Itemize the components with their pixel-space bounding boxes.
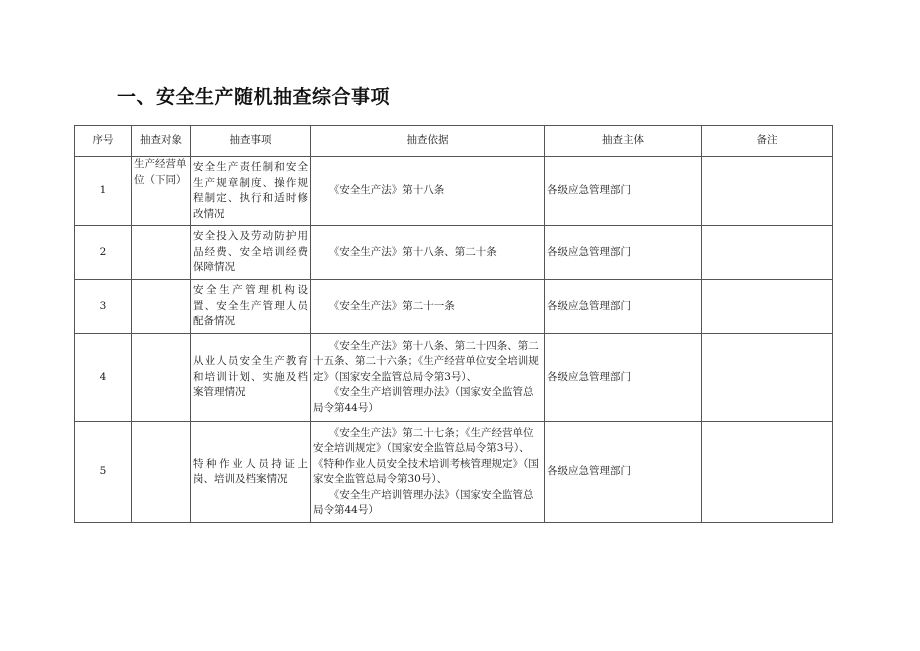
basis-text: 《安全生产培训管理办法》（国家安全监管总局令第44号） (313, 488, 534, 516)
header-remarks: 备注 (702, 126, 833, 157)
header-serial-number: 序号 (75, 126, 132, 157)
cell-inspection-target (132, 422, 191, 523)
cell-inspection-subject: 各级应急管理部门 (545, 280, 702, 334)
cell-inspection-target (132, 334, 191, 422)
cell-inspection-item: 从业人员安全生产教育和培训计划、实施及档案管理情况 (191, 334, 311, 422)
cell-inspection-basis (311, 422, 545, 523)
table-row (75, 422, 833, 523)
table-row (75, 280, 833, 334)
basis-text: 《安全生产法》第十八条、第二十条 (328, 245, 497, 258)
cell-inspection-subject: 各级应急管理部门 (545, 422, 702, 523)
table-row (75, 334, 833, 422)
cell-serial-number: 2 (75, 226, 132, 280)
cell-remarks (702, 157, 833, 226)
table-header-row (75, 126, 833, 157)
cell-inspection-subject: 各级应急管理部门 (545, 226, 702, 280)
cell-inspection-basis (311, 334, 545, 422)
cell-serial-number: 4 (75, 334, 132, 422)
basis-text: 《安全生产法》第十八条 (328, 184, 445, 197)
cell-inspection-item: 特种作业人员持证上岗、培训及档案情况 (191, 422, 311, 523)
cell-inspection-target (132, 280, 191, 334)
table-row (75, 226, 833, 280)
basis-text: 《安全生产法》第二十一条 (328, 299, 455, 312)
header-inspection-item: 抽查事项 (191, 126, 311, 157)
header-inspection-target: 抽查对象 (132, 126, 191, 157)
table-row (75, 157, 833, 226)
cell-serial-number: 5 (75, 422, 132, 523)
cell-serial-number: 3 (75, 280, 132, 334)
basis-text: 《安全生产法》第二十七条；《生产经营单位安全培训规定》（国家安全监管总局令第3号）、《特种作业人员安全技术培训考核管理规定》（国家安全监管总局令第30号）、 (313, 426, 539, 485)
cell-remarks (702, 334, 833, 422)
basis-text: 《安全生产培训管理办法》（国家安全监管总局令第44号） (313, 386, 534, 414)
cell-inspection-item: 安全生产管理机构设置、安全生产管理人员配备情况 (191, 280, 311, 334)
cell-inspection-target: 生产经营单位（下同） (132, 157, 191, 226)
header-inspection-basis: 抽查依据 (311, 126, 545, 157)
cell-inspection-target (132, 226, 191, 280)
inspection-items-table (74, 125, 833, 523)
cell-remarks (702, 422, 833, 523)
cell-remarks (702, 226, 833, 280)
cell-inspection-item: 安全投入及劳动防护用品经费、安全培训经费保障情况 (191, 226, 311, 280)
cell-serial-number: 1 (75, 157, 132, 226)
cell-inspection-subject: 各级应急管理部门 (545, 157, 702, 226)
cell-inspection-basis (311, 157, 545, 226)
cell-inspection-basis (311, 280, 545, 334)
page-title: 一、安全生产随机抽查综合事项 (117, 86, 391, 108)
cell-remarks (702, 280, 833, 334)
cell-inspection-basis (311, 226, 545, 280)
cell-inspection-subject: 各级应急管理部门 (545, 334, 702, 422)
header-inspection-subject: 抽查主体 (545, 126, 702, 157)
cell-inspection-item: 安全生产责任制和安全生产规章制度、操作规程制定、执行和适时修改情况 (191, 157, 311, 226)
basis-text: 《安全生产法》第十八条、第二十四条、第二十五条、第二十六条；《生产经营单位安全培训规定》（国家安全监管总局令第3号）、 (313, 339, 539, 383)
